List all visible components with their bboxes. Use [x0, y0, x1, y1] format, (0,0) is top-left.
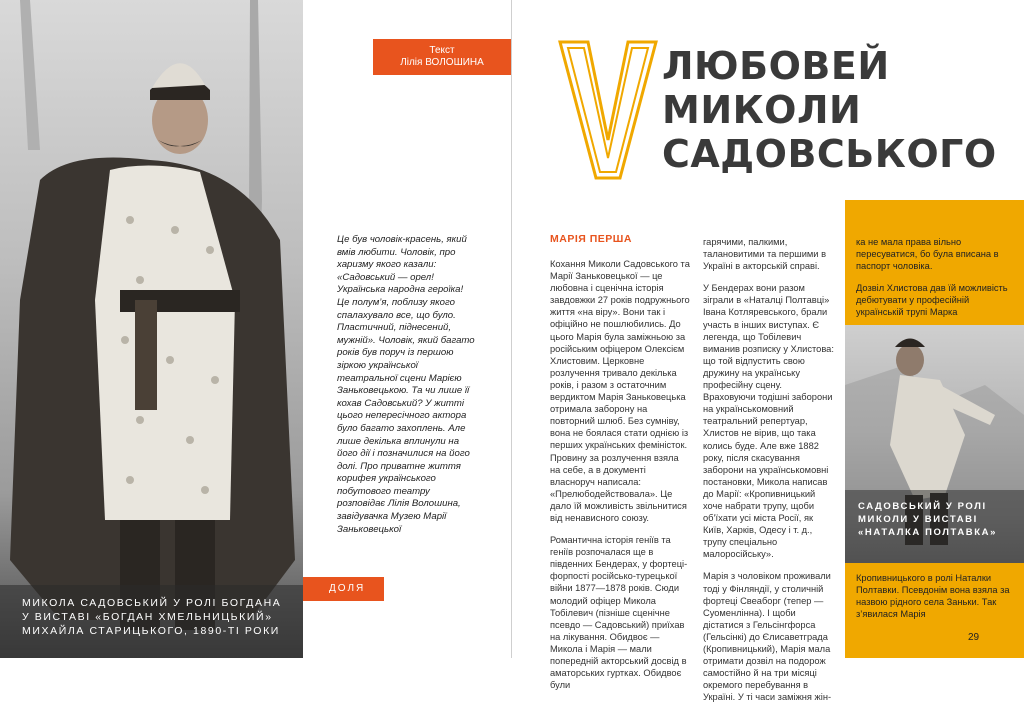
column2-paragraph: Марія з чоловіком проживали тоді у Фінляндії, у столичній фортеці Свеаборг (тепер — Суоменлінна). І щоби дістатися з Гельсінгфорса (Гельсінкі) до Єлисаветграда (Кропивницький), Марія мала отримати дозвіл на подорож самостійно й на три місяці окремого перебування в Україні. У ті часи заміжня жін- [703, 571, 832, 703]
photo-sadovsky-bohdan [0, 0, 303, 658]
column2-paragraph: гарячими, палкими, талановитими та першими в Україні в акторській справі. [703, 237, 827, 272]
section-heading: МАРІЯ ПЕРША [550, 233, 632, 245]
caption-left-photo: МИКОЛА САДОВСЬКИЙ У РОЛІ БОГДАНА У ВИСТАВІ «БОГДАН ХМЕЛЬНИЦЬКИЙ» МИХАЙЛА СТАРИЦЬКОГО, 1890-ТІ РОКИ [22, 597, 282, 637]
author-name: Лілія ВОЛОШИНА [400, 57, 484, 68]
caption-right-photo: САДОВСЬКИЙ У РОЛІ МИКОЛИ У ВИСТАВІ «НАТАЛКА ПОЛТАВКА» [858, 501, 997, 538]
intro-lead-text: Це був чоловік-красень, який вмів любити. Чоловік, про харизму якого казали: «Садовський — орел! Українська народна героїка! Це полум’я, поблизу якого спалахувало все, що було. Пластичний, піднесений, мужній». Чоловік, який багато років був поруч із першою зіркою української театральної сцени Марією Заньковецькою. Та чи лише її кохав Садовський? У житті цього непересічного актора було багато захоплень. Але лише декілька вплинули на його дії і позначилися на його долі. Про приватне життя корифея українського побутового театру розповідає Лілія Волошина, завідувачка Музею Марії Заньковецької [337, 234, 475, 535]
column1-paragraph: Кохання Миколи Садовського та Марії Заньковецької — це любовна і сценічна історія завдовжки 27 років подружнього життя «на віру». Вони так і офіційно не пошлюбились. До цього Марія була заміжньою за російським офіцером Олексієм Хлистовим. Церковне розлучення тривало декілька років, і разом з остаточним вердиктом Марія Заньковецька отримала заборону на повторний шлюб. Без сумніву, вона не боялася стати однією із перших українських феміністок. Провину за розлучення взяла на себе, а в документі власноруч написала: «Прелюбодействовала». Це дало їй можливість звільнитися від ненависного союзу. [550, 259, 690, 523]
author-box [373, 39, 511, 75]
title-letter-v-outline [558, 40, 658, 180]
side-panel-text [856, 236, 1016, 329]
side-panel-bottom-text: Кропивницького в ролі Наталки Полтавки. Псевдонім вона взяла за назвою рідного села Заньки. Так з’явилася Марія [856, 573, 1010, 620]
section-tag: ДОЛЯ [303, 577, 384, 601]
column2-paragraph: У Бендерах вони разом зіграли в «Наталці Полтавці» Івана Котляревського, брали участь в інших виступах. Є легенда, що Тобілевич виманив розписку у Хлистова: що той відпустить свою дружину на українську професійну сцену. Враховуючи тодішні заборони на українськомовний театральний репертуар, Хлистов не вірив, що така колись буде. Але вже 1882 року, після скасування заборони на українськомовні постановки, Микола написав до Марії: «Кропивницький хоче набрати трупу, щоби об’їхати усі міста Росії, як Київ, Харків, Одесу і т. д., трупу спеціально малоросійську». [703, 283, 834, 560]
author-label: Текст [429, 45, 455, 56]
title-line-2: МИКОЛИ [662, 88, 862, 132]
body-column-1 [550, 258, 690, 701]
portrait-illustration [0, 0, 303, 658]
side-panel-paragraph: Дозвіл Хлистова дав їй можливість дебютувати у професійній українській трупі Марка [856, 283, 1008, 318]
page-fold-divider [511, 0, 512, 658]
page-number: 29 [968, 632, 980, 643]
side-panel-paragraph: ка не мала права вільно пересуватися, бо була вписана в паспорт чоловіка. [856, 237, 999, 272]
article-title [662, 44, 997, 176]
title-line-1: ЛЮБОВЕЙ [662, 44, 890, 88]
body-column-2 [703, 236, 835, 713]
column1-paragraph: Романтична історія геніїв та геніїв розпочалася ще в південних Бендерах, у фортеці-форпості російсько-турецької війни 1877—1878 років. Сюди молодий офіцер Микола Тобілевич (пізніше сценічне псевдо — Садовський) приїхав на лікування. Обидвоє — Микола і Марія — мали попередній акторський досвід в аматорських гуртках. Обидвоє були [550, 535, 688, 691]
title-line-3: САДОВСЬКОГО [662, 132, 997, 176]
